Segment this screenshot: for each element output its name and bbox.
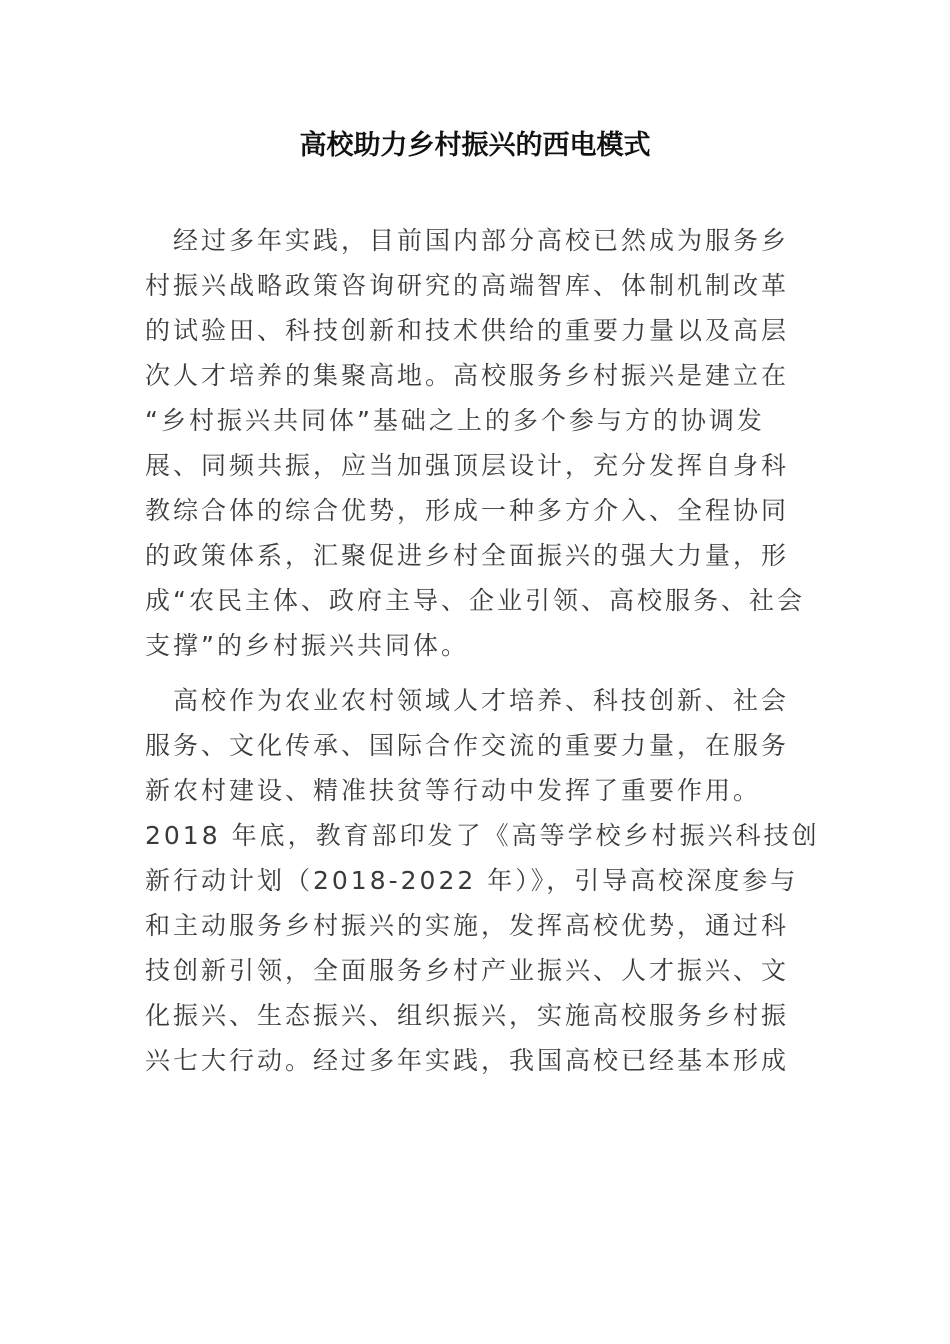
- paragraph-line: 新行动计划（2018-2022 年）》，引导高校深度参与: [145, 866, 799, 895]
- paragraph-2: [145, 678, 820, 1083]
- paragraph-line: 的试验田、科技创新和技术供给的重要力量以及高层: [145, 316, 790, 345]
- paragraph-line: “乡村振兴共同体”基础之上的多个参与方的协调发: [145, 406, 765, 435]
- paragraph-line: 兴七大行动。经过多年实践，我国高校已经基本形成: [145, 1046, 790, 1075]
- paragraph-line: 次人才培养的集聚高地。高校服务乡村振兴是建立在: [145, 361, 790, 390]
- document-title: 高校助力乡村振兴的西电模式: [299, 130, 651, 161]
- paragraph-line: 新农村建设、精准扶贫等行动中发挥了重要作用。: [145, 776, 762, 805]
- paragraph-line: 技创新引领，全面服务乡村产业振兴、人才振兴、文: [145, 956, 790, 985]
- paragraph-line: 成“农民主体、政府主导、企业引领、高校服务、社会: [145, 586, 805, 615]
- paragraph-line: 村振兴战略政策咨询研究的高端智库、体制机制改革: [145, 271, 790, 300]
- paragraph-line: 和主动服务乡村振兴的实施，发挥高校优势，通过科: [145, 911, 790, 940]
- paragraph-line: 服务、文化传承、国际合作交流的重要力量，在服务: [145, 731, 790, 760]
- paragraph-line: 展、同频共振，应当加强顶层设计，充分发挥自身科: [145, 451, 790, 480]
- paragraph-line: 的政策体系，汇聚促进乡村全面振兴的强大力量，形: [145, 541, 790, 570]
- paragraph-line: 教综合体的综合优势，形成一种多方介入、全程协同: [145, 496, 790, 525]
- paragraph-line: 2018 年底，教育部印发了《高等学校乡村振兴科技创: [145, 821, 820, 850]
- paragraph-line: 支撑”的乡村振兴共同体。: [145, 631, 469, 660]
- paragraph-line: 经过多年实践，目前国内部分高校已然成为服务乡: [145, 226, 790, 255]
- paragraph-1: [145, 218, 805, 668]
- paragraph-line: 化振兴、生态振兴、组织振兴，实施高校服务乡村振: [145, 1001, 790, 1030]
- paragraph-line: 高校作为农业农村领域人才培养、科技创新、社会: [145, 686, 790, 715]
